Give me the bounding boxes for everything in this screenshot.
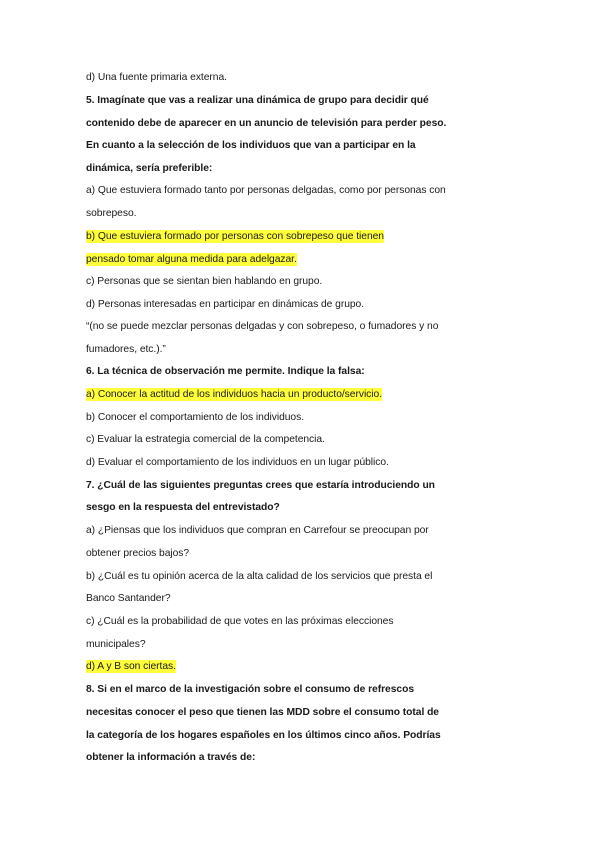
line-text: d) A y B son ciertas. [86, 661, 176, 672]
highlighted-answer-line [86, 253, 297, 267]
answer-text-line [86, 615, 393, 629]
question-text-line [86, 751, 255, 765]
answer-text-line [86, 592, 171, 606]
question-text-line [86, 139, 416, 153]
line-text: b) Que estuviera formado por personas con sobrepeso que tienen [86, 231, 384, 242]
line-text: c) Personas que se sientan bien hablando en grupo. [86, 276, 323, 287]
line-text: a) Que estuviera formado tanto por personas delgadas, como por personas con [86, 185, 446, 196]
question-text-line [86, 501, 280, 515]
answer-text-line [86, 433, 325, 447]
line-text: “(no se puede mezclar personas delgadas y con sobrepeso, o fumadores y no [86, 321, 439, 332]
line-text: Banco Santander? [86, 593, 171, 604]
line-text: En cuanto a la selección de los individuos que van a participar en la [86, 140, 416, 151]
answer-text-line [86, 298, 364, 312]
line-text: b) ¿Cuál es tu opinión acerca de la alta calidad de los servicios que presta el [86, 571, 433, 582]
line-text: contenido debe de aparecer en un anuncio de televisión para perder peso. [86, 118, 447, 129]
answer-text-line [86, 411, 304, 425]
line-text: necesitas conocer el peso que tienen las MDD sobre el consumo total de [86, 707, 439, 718]
line-text: sobrepeso. [86, 208, 137, 219]
line-text: a) ¿Piensas que los individuos que compran en Carrefour se preocupan por [86, 525, 429, 536]
line-text: 5. Imagínate que vas a realizar una dinámica de grupo para decidir qué [86, 95, 429, 106]
line-text: dinámica, sería preferible: [86, 163, 213, 174]
answer-text-line [86, 638, 146, 652]
line-text: fumadores, etc.).” [86, 344, 166, 355]
answer-text-line [86, 570, 432, 584]
question-text-line [86, 706, 439, 720]
answer-text-line [86, 320, 438, 334]
line-text: municipales? [86, 639, 146, 650]
line-text: d) Una fuente primaria externa. [86, 72, 227, 83]
line-text: 7. ¿Cuál de las siguientes preguntas crees que estaría introduciendo un [86, 480, 435, 491]
line-text: pensado tomar alguna medida para adelgazar. [86, 254, 297, 265]
answer-text-line [86, 343, 166, 357]
highlighted-answer-line [86, 230, 384, 244]
line-text: obtener precios bajos? [86, 548, 190, 559]
question-text-line [86, 729, 441, 743]
answer-text-line [86, 207, 136, 221]
line-text: sesgo en la respuesta del entrevistado? [86, 502, 280, 513]
question-text-line [86, 94, 429, 108]
line-text: d) Personas interesadas en participar en dinámicas de grupo. [86, 299, 365, 310]
line-text: a) Conocer la actitud de los individuos hacia un producto/servicio. [86, 389, 382, 400]
highlighted-answer-line [86, 660, 176, 674]
line-text: b) Conocer el comportamiento de los individuos. [86, 412, 305, 423]
line-text: c) Evaluar la estrategia comercial de la competencia. [86, 434, 325, 445]
question-text-line [86, 365, 365, 379]
answer-text-line [86, 184, 446, 198]
question-text-line [86, 683, 414, 697]
answer-text-line [86, 275, 322, 289]
highlighted-answer-line [86, 388, 382, 402]
answer-text-line [86, 547, 189, 561]
question-text-line [86, 479, 435, 493]
line-text: la categoría de los hogares españoles en los últimos cinco años. Podrías [86, 730, 441, 741]
answer-text-line [86, 456, 389, 470]
line-text: 8. Si en el marco de la investigación sobre el consumo de refrescos [86, 684, 414, 695]
answer-text-line [86, 524, 429, 538]
line-text: obtener la información a través de: [86, 752, 256, 763]
question-text-line [86, 117, 446, 131]
question-text-line [86, 162, 212, 176]
answer-text-line [86, 71, 227, 85]
line-text: 6. La técnica de observación me permite. Indique la falsa: [86, 366, 365, 377]
line-text: d) Evaluar el comportamiento de los individuos en un lugar público. [86, 457, 389, 468]
line-text: c) ¿Cuál es la probabilidad de que votes en las próximas elecciones [86, 616, 394, 627]
